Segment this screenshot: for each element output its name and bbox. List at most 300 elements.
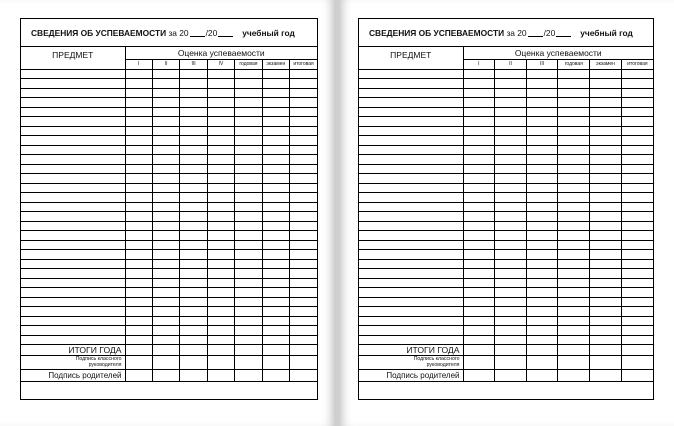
grade-cell[interactable] [262,126,289,136]
grade-cell[interactable] [180,231,207,241]
grade-cell[interactable] [235,117,262,127]
grade-cell[interactable] [152,155,179,165]
grade-cell[interactable] [621,307,653,317]
grade-cell[interactable] [590,126,622,136]
grade-cell[interactable] [235,345,262,356]
subject-cell[interactable] [21,164,125,174]
grade-cell[interactable] [463,297,495,307]
grade-cell[interactable] [262,250,289,260]
grade-cell[interactable] [207,107,234,117]
subject-cell[interactable] [359,250,463,260]
subject-cell[interactable] [359,107,463,117]
grade-cell[interactable] [621,221,653,231]
grade-cell[interactable] [495,107,527,117]
grade-cell[interactable] [526,98,558,108]
grade-cell[interactable] [152,259,179,269]
grade-cell[interactable] [235,356,262,370]
grade-cell[interactable] [558,259,590,269]
grade-cell[interactable] [152,240,179,250]
subject-cell[interactable] [359,221,463,231]
grade-cell[interactable] [125,69,152,79]
grade-cell[interactable] [290,259,317,269]
grade-cell[interactable] [621,174,653,184]
subject-cell[interactable] [359,193,463,203]
subject-cell[interactable] [21,88,125,98]
grade-cell[interactable] [207,145,234,155]
grade-cell[interactable] [495,126,527,136]
grade-cell[interactable] [621,269,653,279]
grade-cell[interactable] [207,259,234,269]
subject-cell[interactable] [359,164,463,174]
grade-cell[interactable] [621,98,653,108]
grade-cell[interactable] [463,259,495,269]
grade-cell[interactable] [125,278,152,288]
grade-cell[interactable] [290,174,317,184]
subject-cell[interactable] [21,145,125,155]
grade-cell[interactable] [290,278,317,288]
grade-cell[interactable] [180,221,207,231]
grade-cell[interactable] [526,316,558,326]
grade-cell[interactable] [290,145,317,155]
grade-cell[interactable] [590,326,622,336]
grade-cell[interactable] [290,107,317,117]
grade-cell[interactable] [558,155,590,165]
grade-cell[interactable] [180,335,207,345]
grade-cell[interactable] [590,240,622,250]
grade-cell[interactable] [621,356,653,370]
grade-cell[interactable] [463,98,495,108]
grade-cell[interactable] [495,136,527,146]
grade-cell[interactable] [463,183,495,193]
grade-cell[interactable] [235,98,262,108]
grade-cell[interactable] [526,183,558,193]
grade-cell[interactable] [235,269,262,279]
grade-cell[interactable] [180,259,207,269]
grade-cell[interactable] [207,174,234,184]
grade-cell[interactable] [558,326,590,336]
grade-cell[interactable] [152,335,179,345]
grade-cell[interactable] [180,288,207,298]
grade-cell[interactable] [621,193,653,203]
grade-cell[interactable] [180,202,207,212]
grade-cell[interactable] [125,155,152,165]
grade-cell[interactable] [495,193,527,203]
grade-cell[interactable] [590,356,622,370]
grade-cell[interactable] [207,136,234,146]
grade-cell[interactable] [590,183,622,193]
grade-cell[interactable] [125,98,152,108]
grade-cell[interactable] [495,278,527,288]
grade-cell[interactable] [526,288,558,298]
subject-cell[interactable] [21,193,125,203]
grade-cell[interactable] [526,370,558,382]
grade-cell[interactable] [262,193,289,203]
grade-cell[interactable] [207,98,234,108]
grade-cell[interactable] [235,88,262,98]
grade-cell[interactable] [262,88,289,98]
subject-cell[interactable] [21,259,125,269]
grade-cell[interactable] [262,136,289,146]
grade-cell[interactable] [152,183,179,193]
grade-cell[interactable] [590,370,622,382]
grade-cell[interactable] [207,221,234,231]
grade-cell[interactable] [590,221,622,231]
grade-cell[interactable] [125,231,152,241]
grade-cell[interactable] [590,155,622,165]
grade-cell[interactable] [590,107,622,117]
grade-cell[interactable] [621,231,653,241]
grade-cell[interactable] [495,250,527,260]
grade-cell[interactable] [526,221,558,231]
grade-cell[interactable] [152,345,179,356]
grade-cell[interactable] [180,212,207,222]
grade-cell[interactable] [621,370,653,382]
subject-cell[interactable] [359,183,463,193]
subject-cell[interactable] [359,117,463,127]
grade-cell[interactable] [290,250,317,260]
grade-cell[interactable] [526,107,558,117]
grade-cell[interactable] [463,202,495,212]
grade-cell[interactable] [621,212,653,222]
grade-cell[interactable] [495,316,527,326]
grade-cell[interactable] [526,126,558,136]
subject-cell[interactable] [359,69,463,79]
grade-cell[interactable] [526,117,558,127]
subject-cell[interactable] [359,269,463,279]
grade-cell[interactable] [152,117,179,127]
grade-cell[interactable] [495,356,527,370]
subject-cell[interactable] [21,79,125,89]
grade-cell[interactable] [125,259,152,269]
subject-cell[interactable] [21,250,125,260]
grade-cell[interactable] [152,221,179,231]
grade-cell[interactable] [235,193,262,203]
subject-cell[interactable] [359,259,463,269]
grade-cell[interactable] [262,212,289,222]
grade-cell[interactable] [590,307,622,317]
grade-cell[interactable] [207,183,234,193]
grade-cell[interactable] [590,231,622,241]
grade-cell[interactable] [558,240,590,250]
subject-cell[interactable] [359,240,463,250]
grade-cell[interactable] [463,107,495,117]
grade-cell[interactable] [207,231,234,241]
grade-cell[interactable] [262,231,289,241]
grade-cell[interactable] [558,126,590,136]
grade-cell[interactable] [235,202,262,212]
grade-cell[interactable] [125,79,152,89]
subject-cell[interactable] [21,202,125,212]
grade-cell[interactable] [558,79,590,89]
subject-cell[interactable] [21,231,125,241]
grade-cell[interactable] [152,107,179,117]
grade-cell[interactable] [526,259,558,269]
grade-cell[interactable] [290,212,317,222]
grade-cell[interactable] [207,345,234,356]
grade-cell[interactable] [125,370,152,382]
subject-cell[interactable] [359,297,463,307]
subject-cell[interactable] [21,69,125,79]
subject-cell[interactable] [21,136,125,146]
grade-cell[interactable] [290,221,317,231]
grade-cell[interactable] [152,370,179,382]
year-blank-2[interactable] [556,29,571,37]
grade-cell[interactable] [590,345,622,356]
grade-cell[interactable] [290,345,317,356]
grade-cell[interactable] [621,326,653,336]
grade-cell[interactable] [590,212,622,222]
year-blank-1[interactable] [528,29,543,37]
grade-cell[interactable] [125,88,152,98]
grade-cell[interactable] [590,288,622,298]
grade-cell[interactable] [235,259,262,269]
grade-cell[interactable] [590,316,622,326]
subject-cell[interactable] [21,155,125,165]
grade-cell[interactable] [558,297,590,307]
grade-cell[interactable] [180,174,207,184]
grade-cell[interactable] [621,136,653,146]
grade-cell[interactable] [125,307,152,317]
grade-cell[interactable] [526,69,558,79]
grade-cell[interactable] [180,240,207,250]
grade-cell[interactable] [621,164,653,174]
grade-cell[interactable] [290,202,317,212]
grade-cell[interactable] [463,288,495,298]
grade-cell[interactable] [495,240,527,250]
grade-cell[interactable] [590,193,622,203]
grade-cell[interactable] [152,79,179,89]
grade-cell[interactable] [235,174,262,184]
grade-cell[interactable] [180,126,207,136]
grade-cell[interactable] [207,278,234,288]
grade-cell[interactable] [495,307,527,317]
grade-cell[interactable] [125,126,152,136]
grade-cell[interactable] [558,316,590,326]
grade-cell[interactable] [262,107,289,117]
grade-cell[interactable] [207,240,234,250]
grade-cell[interactable] [207,202,234,212]
grade-cell[interactable] [463,212,495,222]
grade-cell[interactable] [125,326,152,336]
grade-cell[interactable] [235,79,262,89]
grade-cell[interactable] [262,269,289,279]
grade-cell[interactable] [495,202,527,212]
grade-cell[interactable] [495,370,527,382]
grade-cell[interactable] [235,145,262,155]
grade-cell[interactable] [526,145,558,155]
subject-cell[interactable] [359,88,463,98]
grade-cell[interactable] [180,193,207,203]
grade-cell[interactable] [495,164,527,174]
grade-cell[interactable] [180,307,207,317]
grade-cell[interactable] [495,117,527,127]
subject-cell[interactable] [359,145,463,155]
grade-cell[interactable] [262,145,289,155]
grade-cell[interactable] [526,136,558,146]
year-blank-2[interactable] [218,29,233,37]
grade-cell[interactable] [463,145,495,155]
grade-cell[interactable] [125,335,152,345]
grade-cell[interactable] [207,88,234,98]
grade-cell[interactable] [495,288,527,298]
grade-cell[interactable] [180,316,207,326]
grade-cell[interactable] [495,345,527,356]
grade-cell[interactable] [558,231,590,241]
grade-cell[interactable] [495,335,527,345]
grade-cell[interactable] [180,98,207,108]
grade-cell[interactable] [290,193,317,203]
grade-cell[interactable] [590,202,622,212]
grade-cell[interactable] [526,88,558,98]
grade-cell[interactable] [463,278,495,288]
grade-cell[interactable] [558,212,590,222]
grade-cell[interactable] [152,88,179,98]
grade-cell[interactable] [526,231,558,241]
grade-cell[interactable] [180,250,207,260]
grade-cell[interactable] [262,356,289,370]
grade-cell[interactable] [290,356,317,370]
grade-cell[interactable] [590,136,622,146]
grade-cell[interactable] [125,240,152,250]
grade-cell[interactable] [262,221,289,231]
grade-cell[interactable] [621,107,653,117]
subject-cell[interactable] [359,136,463,146]
grade-cell[interactable] [180,117,207,127]
grade-cell[interactable] [290,240,317,250]
grade-cell[interactable] [558,307,590,317]
subject-cell[interactable] [359,288,463,298]
grade-cell[interactable] [558,345,590,356]
subject-cell[interactable] [359,316,463,326]
grade-cell[interactable] [180,164,207,174]
grade-cell[interactable] [125,164,152,174]
grade-cell[interactable] [152,231,179,241]
grade-cell[interactable] [207,316,234,326]
grade-cell[interactable] [463,155,495,165]
subject-cell[interactable] [21,316,125,326]
grade-cell[interactable] [235,164,262,174]
grade-cell[interactable] [290,326,317,336]
grade-cell[interactable] [290,136,317,146]
grade-cell[interactable] [558,356,590,370]
grade-cell[interactable] [621,316,653,326]
grade-cell[interactable] [152,297,179,307]
grade-cell[interactable] [495,88,527,98]
grade-cell[interactable] [125,174,152,184]
grade-cell[interactable] [262,69,289,79]
grade-cell[interactable] [152,126,179,136]
grade-cell[interactable] [495,326,527,336]
subject-cell[interactable] [21,307,125,317]
grade-cell[interactable] [180,356,207,370]
grade-cell[interactable] [621,202,653,212]
grade-cell[interactable] [290,117,317,127]
subject-cell[interactable] [359,307,463,317]
grade-cell[interactable] [526,202,558,212]
grade-cell[interactable] [621,259,653,269]
grade-cell[interactable] [495,98,527,108]
grade-cell[interactable] [290,288,317,298]
grade-cell[interactable] [463,356,495,370]
grade-cell[interactable] [207,79,234,89]
grade-cell[interactable] [180,69,207,79]
grade-cell[interactable] [463,269,495,279]
grade-cell[interactable] [590,145,622,155]
grade-cell[interactable] [262,307,289,317]
subject-cell[interactable] [21,174,125,184]
grade-cell[interactable] [290,79,317,89]
grade-cell[interactable] [262,240,289,250]
grade-cell[interactable] [621,335,653,345]
grade-cell[interactable] [495,297,527,307]
grade-cell[interactable] [463,193,495,203]
grade-cell[interactable] [558,88,590,98]
grade-cell[interactable] [495,155,527,165]
grade-cell[interactable] [590,164,622,174]
grade-cell[interactable] [290,231,317,241]
grade-cell[interactable] [180,107,207,117]
grade-cell[interactable] [558,117,590,127]
grade-cell[interactable] [207,370,234,382]
grade-cell[interactable] [125,183,152,193]
grade-cell[interactable] [125,297,152,307]
subject-cell[interactable] [21,269,125,279]
grade-cell[interactable] [290,155,317,165]
grade-cell[interactable] [590,98,622,108]
grade-cell[interactable] [290,269,317,279]
grade-cell[interactable] [125,202,152,212]
grade-cell[interactable] [558,250,590,260]
grade-cell[interactable] [495,145,527,155]
subject-cell[interactable] [359,212,463,222]
subject-cell[interactable] [359,231,463,241]
grade-cell[interactable] [463,326,495,336]
grade-cell[interactable] [235,326,262,336]
grade-cell[interactable] [180,155,207,165]
grade-cell[interactable] [152,278,179,288]
grade-cell[interactable] [235,288,262,298]
grade-cell[interactable] [526,345,558,356]
grade-cell[interactable] [235,316,262,326]
subject-cell[interactable] [359,126,463,136]
grade-cell[interactable] [590,335,622,345]
grade-cell[interactable] [125,250,152,260]
grade-cell[interactable] [152,145,179,155]
grade-cell[interactable] [526,79,558,89]
grade-cell[interactable] [526,250,558,260]
grade-cell[interactable] [262,316,289,326]
grade-cell[interactable] [526,240,558,250]
grade-cell[interactable] [125,107,152,117]
grade-cell[interactable] [495,174,527,184]
grade-cell[interactable] [558,183,590,193]
grade-cell[interactable] [207,212,234,222]
grade-cell[interactable] [125,356,152,370]
grade-cell[interactable] [558,202,590,212]
grade-cell[interactable] [495,79,527,89]
grade-cell[interactable] [235,107,262,117]
grade-cell[interactable] [262,278,289,288]
grade-cell[interactable] [526,297,558,307]
grade-cell[interactable] [463,79,495,89]
grade-cell[interactable] [590,88,622,98]
grade-cell[interactable] [262,297,289,307]
grade-cell[interactable] [180,88,207,98]
year-blank-1[interactable] [190,29,205,37]
grade-cell[interactable] [290,126,317,136]
grade-cell[interactable] [207,193,234,203]
grade-cell[interactable] [207,126,234,136]
